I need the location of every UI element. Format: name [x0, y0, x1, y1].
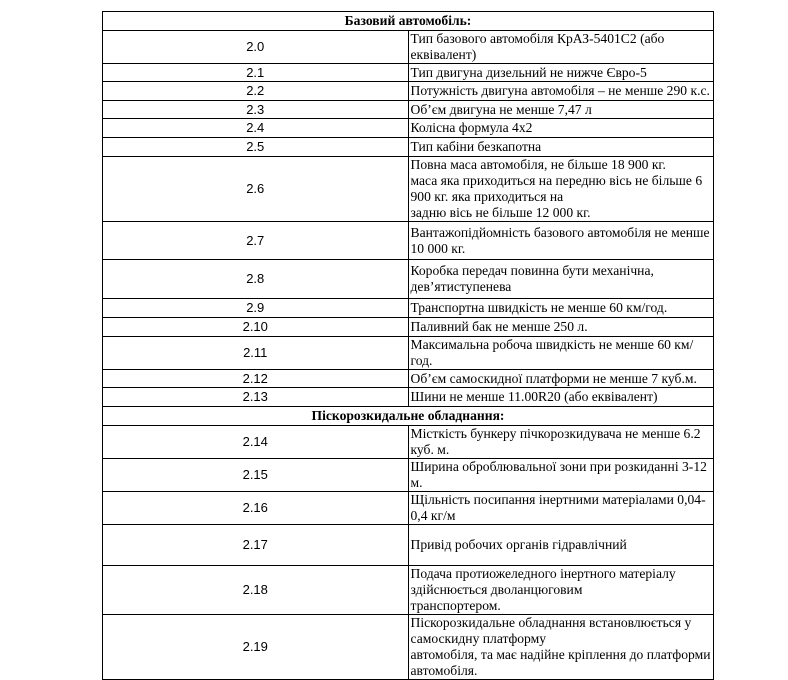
row-number: 2.10	[103, 318, 409, 337]
row-text: Максимальна робоча швидкість не менше 60 км/год.	[408, 337, 714, 370]
row-text-line: Піскорозкидальне обладнання встановлюється у самоскидну платформу	[410, 615, 692, 646]
row-text: Тип двигуна дизельний не нижче Євро-5	[408, 64, 714, 82]
table-row	[103, 318, 714, 337]
row-text	[408, 615, 714, 680]
table-row	[103, 426, 714, 459]
row-text-line: транспортером.	[410, 598, 501, 613]
section-header-spreader	[103, 407, 714, 426]
table-row	[103, 222, 714, 260]
row-text-line: автомобіля, та має надійне кріплення до платформи автомобіля.	[410, 647, 711, 678]
row-number: 2.8	[103, 260, 409, 299]
table-row	[103, 31, 714, 64]
section-title: Базовий автомобіль:	[103, 12, 714, 31]
row-number: 2.5	[103, 138, 409, 157]
section-header-base-vehicle	[103, 12, 714, 31]
row-text: Коробка передач повинна бути механічна, дев’ятиступенева	[408, 260, 714, 299]
row-text: Тип базового автомобіля КрАЗ-5401С2 (або еквівалент)	[408, 31, 714, 64]
row-text: Місткість бункеру пічкорозкидувача не менше 6.2 куб. м.	[408, 426, 714, 459]
row-text	[408, 157, 714, 222]
table-row	[103, 299, 714, 318]
row-text-line: маса яка приходиться на передню вісь не більше 6 900 кг. яка приходиться на	[410, 173, 703, 204]
row-number: 2.3	[103, 101, 409, 119]
table-row	[103, 388, 714, 407]
section-title: Піскорозкидальне обладнання:	[103, 407, 714, 426]
table-row	[103, 260, 714, 299]
table-row	[103, 101, 714, 119]
row-text: Щільність посипання інертними матеріалами 0,04-0,4 кг/м	[408, 492, 714, 525]
row-text: Колісна формула 4х2	[408, 119, 714, 138]
row-number: 2.2	[103, 82, 409, 101]
table-row	[103, 459, 714, 492]
table-row	[103, 492, 714, 525]
row-text: Шини не менше 11.00R20 (або еквівалент)	[408, 388, 714, 407]
table-row	[103, 64, 714, 82]
table-row	[103, 566, 714, 615]
row-text: Тип кабіни безкапотна	[408, 138, 714, 157]
row-number: 2.9	[103, 299, 409, 318]
row-text-line: Повна маса автомобіля, не більше 18 900 кг.	[410, 157, 666, 172]
row-number: 2.14	[103, 426, 409, 459]
table-row	[103, 370, 714, 388]
table-row	[103, 82, 714, 101]
row-number: 2.13	[103, 388, 409, 407]
row-number: 2.0	[103, 31, 409, 64]
row-number: 2.18	[103, 566, 409, 615]
row-text: Об’єм самоскидної платформи не менше 7 куб.м.	[408, 370, 714, 388]
row-text-line: Подача протиожеледного інертного матеріалу здійснюється дволанцюговим	[410, 566, 676, 597]
table-row	[103, 615, 714, 680]
row-number: 2.12	[103, 370, 409, 388]
row-text	[408, 566, 714, 615]
row-number: 2.16	[103, 492, 409, 525]
table-row	[103, 337, 714, 370]
row-number: 2.17	[103, 525, 409, 566]
row-text-line: задню вісь не більше 12 000 кг.	[410, 205, 591, 220]
row-number: 2.11	[103, 337, 409, 370]
row-number: 2.19	[103, 615, 409, 680]
row-text: Паливний бак не менше 250 л.	[408, 318, 714, 337]
row-text: Транспортна швидкість не менше 60 км/год.	[408, 299, 714, 318]
specification-table	[102, 11, 714, 680]
row-number: 2.15	[103, 459, 409, 492]
row-text: Привід робочих органів гідравлічний	[408, 525, 714, 566]
row-text: Ширина оброблювальної зони при розкиданні 3-12 м.	[408, 459, 714, 492]
row-number: 2.7	[103, 222, 409, 260]
row-number: 2.1	[103, 64, 409, 82]
row-text: Вантажопідйомність базового автомобіля не менше 10 000 кг.	[408, 222, 714, 260]
table-row	[103, 157, 714, 222]
table-row	[103, 119, 714, 138]
row-number: 2.6	[103, 157, 409, 222]
table-row	[103, 525, 714, 566]
row-text: Потужність двигуна автомобіля – не менше 290 к.с.	[408, 82, 714, 101]
row-text: Об’єм двигуна не менше 7,47 л	[408, 101, 714, 119]
row-number: 2.4	[103, 119, 409, 138]
table-row	[103, 138, 714, 157]
